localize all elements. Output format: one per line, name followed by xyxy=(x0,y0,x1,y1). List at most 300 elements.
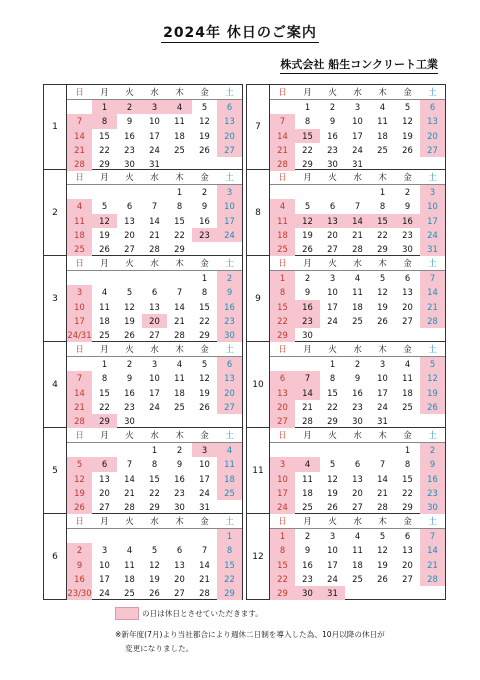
day-cell: 17 xyxy=(377,387,388,398)
day-cell xyxy=(345,443,370,458)
week-row xyxy=(67,328,242,342)
day-cell: 18 xyxy=(67,228,92,242)
day-cell: 30 xyxy=(174,502,185,513)
month-grid xyxy=(67,428,242,514)
day-cell: 21 xyxy=(124,487,135,498)
weekday-header: 月 xyxy=(92,428,117,443)
weekday-header: 日 xyxy=(270,256,295,271)
day-cell: 11 xyxy=(302,473,313,484)
day-cell: 20 xyxy=(217,386,242,400)
day-cell xyxy=(92,529,117,544)
weekday-header: 月 xyxy=(92,85,117,100)
day-cell: 30 xyxy=(327,159,338,170)
day-cell: 10 xyxy=(99,559,110,570)
day-cell: 15 xyxy=(327,387,338,398)
day-cell: 26 xyxy=(377,315,388,326)
weekday-header: 月 xyxy=(92,170,117,185)
week-row xyxy=(67,586,242,600)
weekday-header: 金 xyxy=(395,514,420,529)
day-cell: 4 xyxy=(379,102,386,113)
day-cell: 27 xyxy=(124,244,135,255)
day-cell: 29 xyxy=(217,586,242,600)
holiday-swatch xyxy=(115,607,139,620)
day-cell: 2 xyxy=(304,531,311,542)
day-cell: 11 xyxy=(124,559,135,570)
week-row xyxy=(270,543,445,557)
week-row xyxy=(67,199,242,213)
day-cell: 11 xyxy=(99,301,110,312)
day-cell: 2 xyxy=(117,100,142,115)
day-cell: 26 xyxy=(199,144,210,155)
day-cell: 12 xyxy=(67,472,92,486)
day-cell xyxy=(192,414,217,428)
day-cell: 13 xyxy=(124,215,135,226)
weekday-header: 水 xyxy=(345,342,370,357)
day-cell: 24 xyxy=(217,228,242,242)
day-cell: 28 xyxy=(124,502,135,513)
day-cell: 1 xyxy=(92,100,117,115)
day-cell: 3 xyxy=(379,359,386,370)
weekday-header: 木 xyxy=(370,85,395,100)
day-cell: 1 xyxy=(304,102,311,113)
day-cell: 19 xyxy=(302,229,313,240)
day-cell xyxy=(217,500,242,514)
day-cell: 2 xyxy=(304,273,311,284)
day-cell: 29 xyxy=(99,159,110,170)
weekday-header: 土 xyxy=(217,428,242,443)
day-cell: 20 xyxy=(99,487,110,498)
week-row xyxy=(270,114,445,128)
day-cell: 8 xyxy=(176,201,183,212)
day-cell: 19 xyxy=(377,301,388,312)
week-row xyxy=(270,199,445,213)
weekday-header: 木 xyxy=(370,170,395,185)
day-cell: 27 xyxy=(99,502,110,513)
day-cell: 18 xyxy=(270,228,295,242)
week-row xyxy=(270,129,445,143)
day-cell: 18 xyxy=(174,130,185,141)
day-cell: 18 xyxy=(352,559,363,570)
day-cell: 26 xyxy=(149,588,160,599)
day-cell: 27 xyxy=(352,502,363,513)
day-cell: 15 xyxy=(199,301,210,312)
day-cell: 22 xyxy=(327,401,338,412)
day-cell xyxy=(420,414,445,428)
week-row xyxy=(67,214,242,228)
weekday-header: 木 xyxy=(167,256,192,271)
weekday-header: 水 xyxy=(142,514,167,529)
day-cell: 19 xyxy=(327,487,338,498)
day-cell: 13 xyxy=(352,473,363,484)
note xyxy=(115,628,445,656)
day-cell xyxy=(420,328,445,342)
day-cell: 16 xyxy=(295,300,320,314)
day-cell: 14 xyxy=(377,473,388,484)
week-row xyxy=(270,586,445,600)
day-cell: 9 xyxy=(126,116,133,127)
month-label: 11 xyxy=(247,428,270,513)
day-cell: 8 xyxy=(304,116,311,127)
day-cell: 5 xyxy=(329,459,336,470)
day-cell: 30 xyxy=(295,586,320,600)
week-row xyxy=(67,271,242,286)
day-cell: 30 xyxy=(217,328,242,342)
day-cell: 17 xyxy=(420,214,445,228)
day-cell: 30 xyxy=(302,330,313,341)
day-cell: 12 xyxy=(92,214,117,228)
day-cell: 14 xyxy=(420,543,445,557)
weekday-header: 金 xyxy=(192,256,217,271)
month-block-7 xyxy=(246,84,446,170)
day-cell: 11 xyxy=(352,287,363,298)
weekday-header: 土 xyxy=(420,342,445,357)
day-cell: 28 xyxy=(352,244,363,255)
weekday-header: 日 xyxy=(67,514,92,529)
day-cell: 10 xyxy=(420,199,445,213)
week-row xyxy=(270,443,445,458)
day-cell: 22 xyxy=(99,144,110,155)
weekday-header: 水 xyxy=(345,85,370,100)
weekday-header: 水 xyxy=(142,428,167,443)
day-cell xyxy=(192,157,217,171)
day-cell: 9 xyxy=(67,558,92,572)
day-cell: 31 xyxy=(352,159,363,170)
day-cell: 26 xyxy=(302,244,313,255)
weekday-header: 金 xyxy=(395,170,420,185)
weekday-header: 日 xyxy=(67,342,92,357)
day-cell: 7 xyxy=(420,529,445,544)
weekday-header: 土 xyxy=(420,256,445,271)
weekday-header: 土 xyxy=(420,514,445,529)
weekday-header: 木 xyxy=(167,85,192,100)
day-cell: 6 xyxy=(92,457,117,471)
day-cell: 13 xyxy=(402,545,413,556)
day-cell: 12 xyxy=(377,545,388,556)
day-cell: 16 xyxy=(174,473,185,484)
day-cell: 18 xyxy=(99,315,110,326)
day-cell xyxy=(420,586,445,600)
day-cell: 23 xyxy=(124,401,135,412)
day-cell: 8 xyxy=(270,285,295,299)
day-cell: 29 xyxy=(270,586,295,600)
weekday-header: 火 xyxy=(117,428,142,443)
day-cell: 30 xyxy=(420,500,445,514)
weekday-header: 金 xyxy=(192,85,217,100)
day-cell xyxy=(142,271,167,286)
day-cell: 14 xyxy=(174,301,185,312)
day-cell: 5 xyxy=(101,201,108,212)
month-label: 9 xyxy=(247,256,270,341)
day-cell: 30 xyxy=(124,159,135,170)
day-cell: 21 xyxy=(352,229,363,240)
day-cell: 21 xyxy=(302,401,313,412)
day-cell: 15 xyxy=(270,558,295,572)
day-cell: 26 xyxy=(99,244,110,255)
day-cell xyxy=(192,242,217,256)
day-cell: 5 xyxy=(67,457,92,471)
month-label: 4 xyxy=(44,342,67,427)
day-cell: 14 xyxy=(199,559,210,570)
week-row xyxy=(270,157,445,171)
day-cell: 13 xyxy=(270,386,295,400)
day-cell: 1 xyxy=(404,445,411,456)
day-cell: 7 xyxy=(67,114,92,128)
weekday-header: 木 xyxy=(167,170,192,185)
day-cell: 21 xyxy=(199,573,210,584)
day-cell: 14 xyxy=(345,214,370,228)
day-cell: 27 xyxy=(174,588,185,599)
weekday-header: 水 xyxy=(142,342,167,357)
weekday-header: 火 xyxy=(117,170,142,185)
day-cell: 25 xyxy=(352,573,363,584)
day-cell: 15 xyxy=(295,129,320,143)
day-cell: 24 xyxy=(327,315,338,326)
day-cell xyxy=(117,271,142,286)
day-cell: 10 xyxy=(327,287,338,298)
month-grid xyxy=(270,342,445,428)
day-cell: 12 xyxy=(420,371,445,385)
day-cell: 29 xyxy=(174,244,185,255)
day-cell xyxy=(420,157,445,171)
weekday-header: 木 xyxy=(370,342,395,357)
weekday-header: 金 xyxy=(192,428,217,443)
day-cell: 11 xyxy=(174,373,185,384)
weekday-header: 日 xyxy=(67,256,92,271)
day-cell: 6 xyxy=(404,273,411,284)
day-cell: 22 xyxy=(270,314,295,328)
day-cell xyxy=(217,157,242,171)
day-cell: 15 xyxy=(402,473,413,484)
weekday-header: 日 xyxy=(67,428,92,443)
day-cell: 5 xyxy=(201,102,208,113)
day-cell: 27 xyxy=(149,330,160,341)
weekday-header: 月 xyxy=(295,514,320,529)
day-cell xyxy=(67,100,92,115)
day-cell xyxy=(370,328,395,342)
day-cell: 26 xyxy=(420,400,445,414)
week-row xyxy=(270,357,445,372)
day-cell xyxy=(92,185,117,200)
day-cell: 6 xyxy=(126,201,133,212)
weekday-header: 木 xyxy=(370,256,395,271)
day-cell xyxy=(345,328,370,342)
day-cell: 2 xyxy=(67,543,92,557)
day-cell: 24 xyxy=(377,401,388,412)
month-block-6 xyxy=(43,514,243,600)
month-grid xyxy=(270,514,445,600)
day-cell: 28 xyxy=(199,588,210,599)
day-cell: 7 xyxy=(126,459,133,470)
day-cell: 5 xyxy=(420,357,445,372)
day-cell: 25 xyxy=(124,588,135,599)
day-cell: 15 xyxy=(174,215,185,226)
day-cell: 26 xyxy=(327,502,338,513)
week-row xyxy=(270,457,445,471)
company-name: 株式会社 船生コンクリート工業 xyxy=(280,56,438,74)
month-label: 10 xyxy=(247,342,270,427)
weekday-header: 木 xyxy=(370,514,395,529)
day-cell xyxy=(270,100,295,115)
day-cell: 19 xyxy=(67,486,92,500)
day-cell: 16 xyxy=(327,130,338,141)
month-grid xyxy=(270,85,445,171)
week-row xyxy=(67,400,242,414)
day-cell: 23 xyxy=(124,144,135,155)
week-row xyxy=(67,185,242,200)
day-cell: 7 xyxy=(354,201,361,212)
day-cell: 9 xyxy=(201,201,208,212)
day-cell: 29 xyxy=(327,416,338,427)
day-cell: 23 xyxy=(327,144,338,155)
weekday-header: 木 xyxy=(167,514,192,529)
day-cell: 21 xyxy=(174,315,185,326)
day-cell: 15 xyxy=(217,558,242,572)
day-cell: 10 xyxy=(217,199,242,213)
day-cell: 18 xyxy=(124,573,135,584)
day-cell: 6 xyxy=(270,371,295,385)
day-cell xyxy=(295,357,320,372)
weekday-header: 火 xyxy=(320,342,345,357)
day-cell: 24 xyxy=(352,144,363,155)
day-cell: 8 xyxy=(270,543,295,557)
day-cell: 22 xyxy=(99,401,110,412)
day-cell: 28 xyxy=(67,157,92,171)
day-cell: 19 xyxy=(124,315,135,326)
day-cell: 21 xyxy=(420,300,445,314)
day-cell xyxy=(270,443,295,458)
week-row xyxy=(67,157,242,171)
week-row xyxy=(67,242,242,256)
day-cell: 2 xyxy=(176,445,183,456)
day-cell: 12 xyxy=(327,473,338,484)
day-cell xyxy=(345,185,370,200)
weekday-header: 水 xyxy=(345,170,370,185)
month-label: 2 xyxy=(44,170,67,255)
day-cell: 8 xyxy=(92,114,117,128)
weekday-header: 土 xyxy=(217,514,242,529)
week-row xyxy=(270,214,445,228)
week-row xyxy=(270,100,445,115)
month-block-3 xyxy=(43,256,243,342)
week-row xyxy=(270,500,445,514)
day-cell: 1 xyxy=(176,187,183,198)
day-cell: 23/30 xyxy=(67,586,92,600)
day-cell: 1 xyxy=(101,359,108,370)
day-cell: 18 xyxy=(402,387,413,398)
weekday-header: 土 xyxy=(217,256,242,271)
day-cell xyxy=(320,328,345,342)
month-block-4 xyxy=(43,342,243,428)
day-cell: 21 xyxy=(420,558,445,572)
day-cell xyxy=(67,185,92,200)
day-cell: 8 xyxy=(217,543,242,557)
day-cell: 28 xyxy=(420,314,445,328)
day-cell xyxy=(67,357,92,372)
day-cell: 28 xyxy=(420,572,445,586)
day-cell: 3 xyxy=(67,285,92,299)
day-cell: 27 xyxy=(217,143,242,157)
weekday-header: 水 xyxy=(345,514,370,529)
week-row xyxy=(270,558,445,572)
day-cell: 6 xyxy=(217,100,242,115)
day-cell: 2 xyxy=(420,443,445,458)
week-row xyxy=(67,285,242,299)
calendar-column-right xyxy=(246,84,446,600)
day-cell: 10 xyxy=(377,373,388,384)
day-cell: 21 xyxy=(270,143,295,157)
day-cell: 19 xyxy=(199,387,210,398)
day-cell: 28 xyxy=(270,157,295,171)
day-cell: 2 xyxy=(404,187,411,198)
day-cell: 25 xyxy=(377,144,388,155)
day-cell xyxy=(142,414,167,428)
week-row xyxy=(67,472,242,486)
month-label: 5 xyxy=(44,428,67,513)
day-cell: 19 xyxy=(149,573,160,584)
day-cell: 7 xyxy=(176,287,183,298)
day-cell: 14 xyxy=(270,129,295,143)
week-row xyxy=(67,558,242,572)
note-line: 変更になりました。 xyxy=(125,644,194,653)
day-cell: 25 xyxy=(174,401,185,412)
day-cell: 4 xyxy=(404,359,411,370)
day-cell: 14 xyxy=(124,473,135,484)
day-cell: 3 xyxy=(354,102,361,113)
day-cell: 7 xyxy=(379,459,386,470)
day-cell: 26 xyxy=(377,573,388,584)
day-cell: 29 xyxy=(377,244,388,255)
day-cell: 16 xyxy=(217,300,242,314)
weekday-header: 金 xyxy=(395,428,420,443)
weekday-header: 日 xyxy=(270,170,295,185)
day-cell: 22 xyxy=(199,315,210,326)
day-cell: 10 xyxy=(352,116,363,127)
day-cell: 2 xyxy=(201,187,208,198)
month-block-8 xyxy=(246,170,446,256)
day-cell xyxy=(270,357,295,372)
day-cell: 16 xyxy=(352,387,363,398)
day-cell: 15 xyxy=(99,130,110,141)
weekday-header: 日 xyxy=(270,514,295,529)
day-cell: 31 xyxy=(320,586,345,600)
month-label: 7 xyxy=(247,85,270,169)
day-cell xyxy=(142,185,167,200)
day-cell: 13 xyxy=(99,473,110,484)
day-cell: 7 xyxy=(201,545,208,556)
day-cell: 9 xyxy=(329,116,336,127)
day-cell: 16 xyxy=(199,215,210,226)
weekday-header: 水 xyxy=(345,256,370,271)
day-cell: 24 xyxy=(270,500,295,514)
day-cell: 23 xyxy=(192,228,217,242)
day-cell xyxy=(370,586,395,600)
week-row xyxy=(67,114,242,128)
day-cell: 24 xyxy=(99,588,110,599)
day-cell: 1 xyxy=(201,273,208,284)
weekday-header: 月 xyxy=(295,428,320,443)
day-cell: 13 xyxy=(420,114,445,128)
day-cell: 21 xyxy=(67,400,92,414)
day-cell: 6 xyxy=(420,100,445,115)
day-cell xyxy=(167,529,192,544)
day-cell: 12 xyxy=(377,287,388,298)
month-label: 6 xyxy=(44,514,67,599)
day-cell xyxy=(117,443,142,458)
day-cell: 1 xyxy=(329,359,336,370)
day-cell xyxy=(92,443,117,458)
day-cell: 28 xyxy=(149,244,160,255)
day-cell: 29 xyxy=(92,414,117,428)
